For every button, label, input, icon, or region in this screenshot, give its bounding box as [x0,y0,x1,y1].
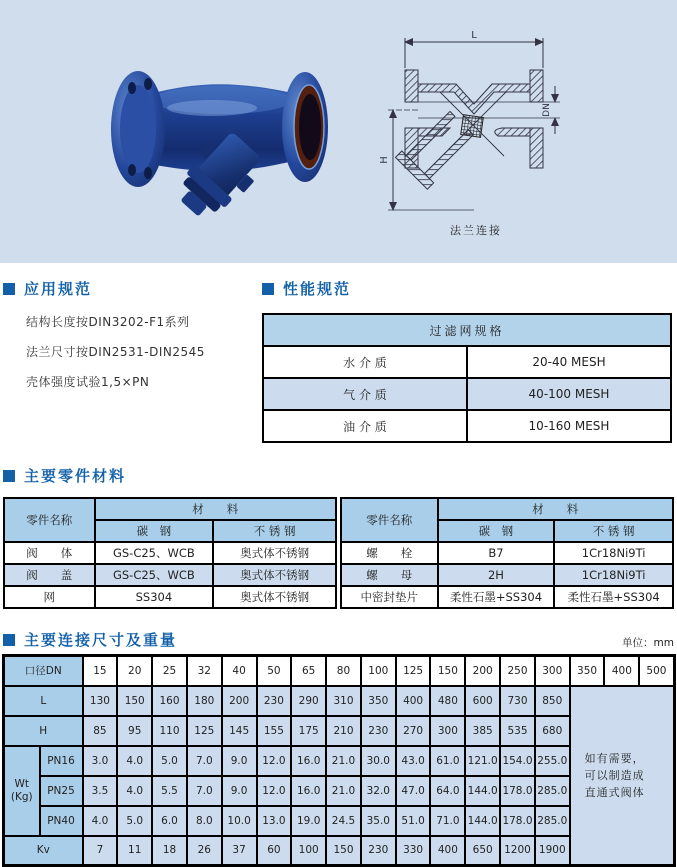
dim-value-cell: 535 [500,716,535,746]
materials-table-1 [340,497,674,609]
weight-value-cell: 121.0 [465,746,500,776]
dimensions-headrow [3,629,674,650]
weight-value-cell: 71.0 [430,806,465,836]
dim-value-cell: 150 [117,686,152,716]
materials-tables [3,497,674,609]
carbon-material-cell: SS304 [95,586,214,608]
dim-value-cell: 310 [326,686,361,716]
weight-value-cell: 16.0 [291,776,326,806]
weight-value-cell: 178.0 [500,806,535,836]
kv-value-cell: 330 [396,836,431,866]
weight-value-cell: 4.0 [83,806,118,836]
note-cell: 如有需要， 可以制造成 直通式阀体 [570,686,674,866]
kv-value-cell: 100 [291,836,326,866]
dn-value-cell: 200 [465,656,500,686]
application-section [3,278,262,443]
weight-value-cell: 12.0 [257,746,292,776]
dn-value-cell: 500 [639,656,674,686]
blue-square-icon [262,283,274,295]
dim-value-cell: 200 [222,686,257,716]
kv-value-cell: 26 [187,836,222,866]
dim-value-cell: 85 [83,716,118,746]
dn-value-cell: 25 [152,656,187,686]
performance-title: 性能规范 [283,280,352,298]
weight-value-cell: 4.0 [117,776,152,806]
dim-value-cell: 160 [152,686,187,716]
weight-value-cell: 8.0 [187,806,222,836]
weight-value-cell: 3.0 [83,746,118,776]
weight-value-cell: 61.0 [430,746,465,776]
kv-value-cell: 1200 [500,836,535,866]
row-label: H [4,716,83,746]
carbon-material-cell: GS-C25、WCB [95,542,214,564]
kv-value-cell: 650 [465,836,500,866]
weight-value-cell: 7.0 [187,776,222,806]
dim-value-cell: 210 [326,716,361,746]
weight-value-cell: 154.0 [500,746,535,776]
weight-value-cell: 43.0 [396,746,431,776]
product-header-band [0,0,677,263]
application-lines [26,313,262,390]
product-photo [92,42,342,246]
dim-value-cell: 95 [117,716,152,746]
weight-value-cell: 21.0 [326,776,361,806]
weight-value-cell: 9.0 [222,746,257,776]
material-header: 材 料 [95,498,336,520]
dn-value-cell: 400 [604,656,639,686]
weight-value-cell: 178.0 [500,776,535,806]
table-row [341,542,673,564]
pn-row-label: PN40 [40,806,83,836]
application-title: 应用规范 [24,280,93,298]
dimensions-table [2,654,676,867]
table-row [263,314,671,346]
blue-square-icon [3,634,15,646]
dim-value-cell: 230 [361,716,396,746]
unit-label: 单位：mm [622,637,674,649]
dn-header: 口径DN [4,656,83,686]
weight-value-cell: 144.0 [465,806,500,836]
material-header: 材 料 [438,498,673,520]
dim-value-cell: 850 [535,686,570,716]
medium-name-cell: 油 介 质 [263,410,467,442]
weight-value-cell: 144.0 [465,776,500,806]
weight-value-cell: 13.0 [257,806,292,836]
weight-value-cell: 10.0 [222,806,257,836]
dn-value-cell: 50 [257,656,292,686]
blue-square-icon [3,470,15,482]
weight-value-cell: 3.5 [83,776,118,806]
table-row [263,378,671,410]
dn-value-cell: 125 [396,656,431,686]
weight-value-cell: 4.0 [117,746,152,776]
materials-table-0 [3,497,337,609]
weight-value-cell: 285.0 [535,776,570,806]
materials-title: 主要零件材料 [24,467,127,485]
weight-value-cell: 19.0 [291,806,326,836]
table-row [4,498,336,520]
y-strainer-photo [92,42,342,242]
weight-value-cell: 5.5 [152,776,187,806]
weight-value-cell: 47.0 [396,776,431,806]
dim-value-cell: 385 [465,716,500,746]
kv-value-cell: 150 [326,836,361,866]
dim-value-cell: 300 [430,716,465,746]
dim-value-cell: 230 [257,686,292,716]
part-name-cell: 网 [4,586,95,608]
table-row [4,656,675,686]
application-line: 壳体强度试验1,5×PN [26,375,150,389]
kv-value-cell: 1900 [535,836,570,866]
materials-heading [3,465,674,486]
part-name-header: 零件名称 [341,498,438,542]
table-row [341,498,673,520]
dim-value-cell: 130 [83,686,118,716]
weight-value-cell: 12.0 [257,776,292,806]
dim-value-cell: 155 [257,716,292,746]
weight-value-cell: 6.0 [152,806,187,836]
mesh-spec-table [262,313,672,443]
mesh-range-cell: 40-100 MESH [467,378,671,410]
part-name-header: 零件名称 [4,498,95,542]
weight-value-cell: 21.0 [326,746,361,776]
stainless-material-cell: 奥式体不锈钢 [213,586,336,608]
table-row [263,346,671,378]
specs-row [0,263,677,443]
table-row [4,542,336,564]
dim-L-label: L [471,30,477,41]
dn-value-cell: 150 [430,656,465,686]
weight-value-cell: 255.0 [535,746,570,776]
kv-label: Kv [4,836,83,866]
dim-value-cell: 125 [187,716,222,746]
drawing-caption: 法兰连接 [450,224,502,237]
weight-value-cell: 24.5 [326,806,361,836]
dim-value-cell: 480 [430,686,465,716]
stainless-material-cell: 1Cr18Ni9Ti [554,542,673,564]
weight-value-cell: 35.0 [361,806,396,836]
dimensions-heading [3,629,177,650]
mesh-table-header: 过滤网规格 [263,314,671,346]
application-heading [3,278,262,299]
dim-value-cell: 175 [291,716,326,746]
kv-value-cell: 230 [361,836,396,866]
dim-value-cell: 350 [361,686,396,716]
weight-value-cell: 51.0 [396,806,431,836]
table-row [4,586,336,608]
weight-value-cell: 7.0 [187,746,222,776]
dim-value-cell: 110 [152,716,187,746]
weight-value-cell: 16.0 [291,746,326,776]
stainless-material-cell: 1Cr18Ni9Ti [554,564,673,586]
pn-row-label: PN16 [40,746,83,776]
dn-value-cell: 32 [187,656,222,686]
weight-value-cell: 32.0 [361,776,396,806]
dn-value-cell: 20 [117,656,152,686]
row-label: L [4,686,83,716]
wt-label: Wt (Kg) [4,746,40,836]
kv-value-cell: 18 [152,836,187,866]
stainless-steel-header: 不 锈 钢 [213,520,336,542]
dim-H-label: H [379,156,390,164]
mesh-range-cell: 10-160 MESH [467,410,671,442]
dim-value-cell: 730 [500,686,535,716]
part-name-cell: 阀 盖 [4,564,95,586]
part-name-cell: 螺 栓 [341,542,438,564]
technical-drawing [378,28,578,244]
carbon-steel-header: 碳 钢 [95,520,214,542]
dim-value-cell: 180 [187,686,222,716]
performance-heading [262,278,674,299]
medium-name-cell: 水 介 质 [263,346,467,378]
weight-value-cell: 30.0 [361,746,396,776]
medium-name-cell: 气 介 质 [263,378,467,410]
application-line: 结构长度按DIN3202-F1系列 [26,315,190,329]
performance-section [262,278,674,443]
part-name-cell: 阀 体 [4,542,95,564]
dn-value-cell: 40 [222,656,257,686]
dn-value-cell: 15 [83,656,118,686]
table-row [4,686,675,716]
dn-value-cell: 300 [535,656,570,686]
table-row [341,586,673,608]
blue-square-icon [3,283,15,295]
mesh-range-cell: 20-40 MESH [467,346,671,378]
dim-value-cell: 680 [535,716,570,746]
kv-value-cell: 37 [222,836,257,866]
part-name-cell: 中密封垫片 [341,586,438,608]
application-line: 法兰尺寸按DIN2531-DIN2545 [26,345,205,359]
carbon-material-cell: 柔性石墨+SS304 [438,586,555,608]
carbon-steel-header: 碳 钢 [438,520,555,542]
dimensions-title: 主要连接尺寸及重量 [24,631,178,649]
pn-row-label: PN25 [40,776,83,806]
weight-value-cell: 5.0 [152,746,187,776]
weight-value-cell: 64.0 [430,776,465,806]
stainless-steel-header: 不 锈 钢 [554,520,673,542]
weight-value-cell: 285.0 [535,806,570,836]
stainless-material-cell: 奥式体不锈钢 [213,564,336,586]
kv-value-cell: 400 [430,836,465,866]
table-row [4,564,336,586]
dn-value-cell: 80 [326,656,361,686]
kv-value-cell: 11 [117,836,152,866]
dn-value-cell: 65 [291,656,326,686]
dim-value-cell: 400 [396,686,431,716]
dim-value-cell: 290 [291,686,326,716]
weight-value-cell: 9.0 [222,776,257,806]
kv-value-cell: 7 [83,836,118,866]
dim-value-cell: 600 [465,686,500,716]
stainless-material-cell: 柔性石墨+SS304 [554,586,673,608]
weight-value-cell: 5.0 [117,806,152,836]
dn-value-cell: 250 [500,656,535,686]
carbon-material-cell: B7 [438,542,555,564]
dn-value-cell: 100 [361,656,396,686]
dim-value-cell: 145 [222,716,257,746]
dim-value-cell: 270 [396,716,431,746]
part-name-cell: 螺 母 [341,564,438,586]
dn-value-cell: 350 [570,656,605,686]
section-drawing [378,28,578,240]
carbon-material-cell: 2H [438,564,555,586]
table-row [341,564,673,586]
kv-value-cell: 60 [257,836,292,866]
table-row [263,410,671,442]
dim-DN-label: DN [542,103,552,117]
stainless-material-cell: 奥式体不锈钢 [213,542,336,564]
carbon-material-cell: GS-C25、WCB [95,564,214,586]
